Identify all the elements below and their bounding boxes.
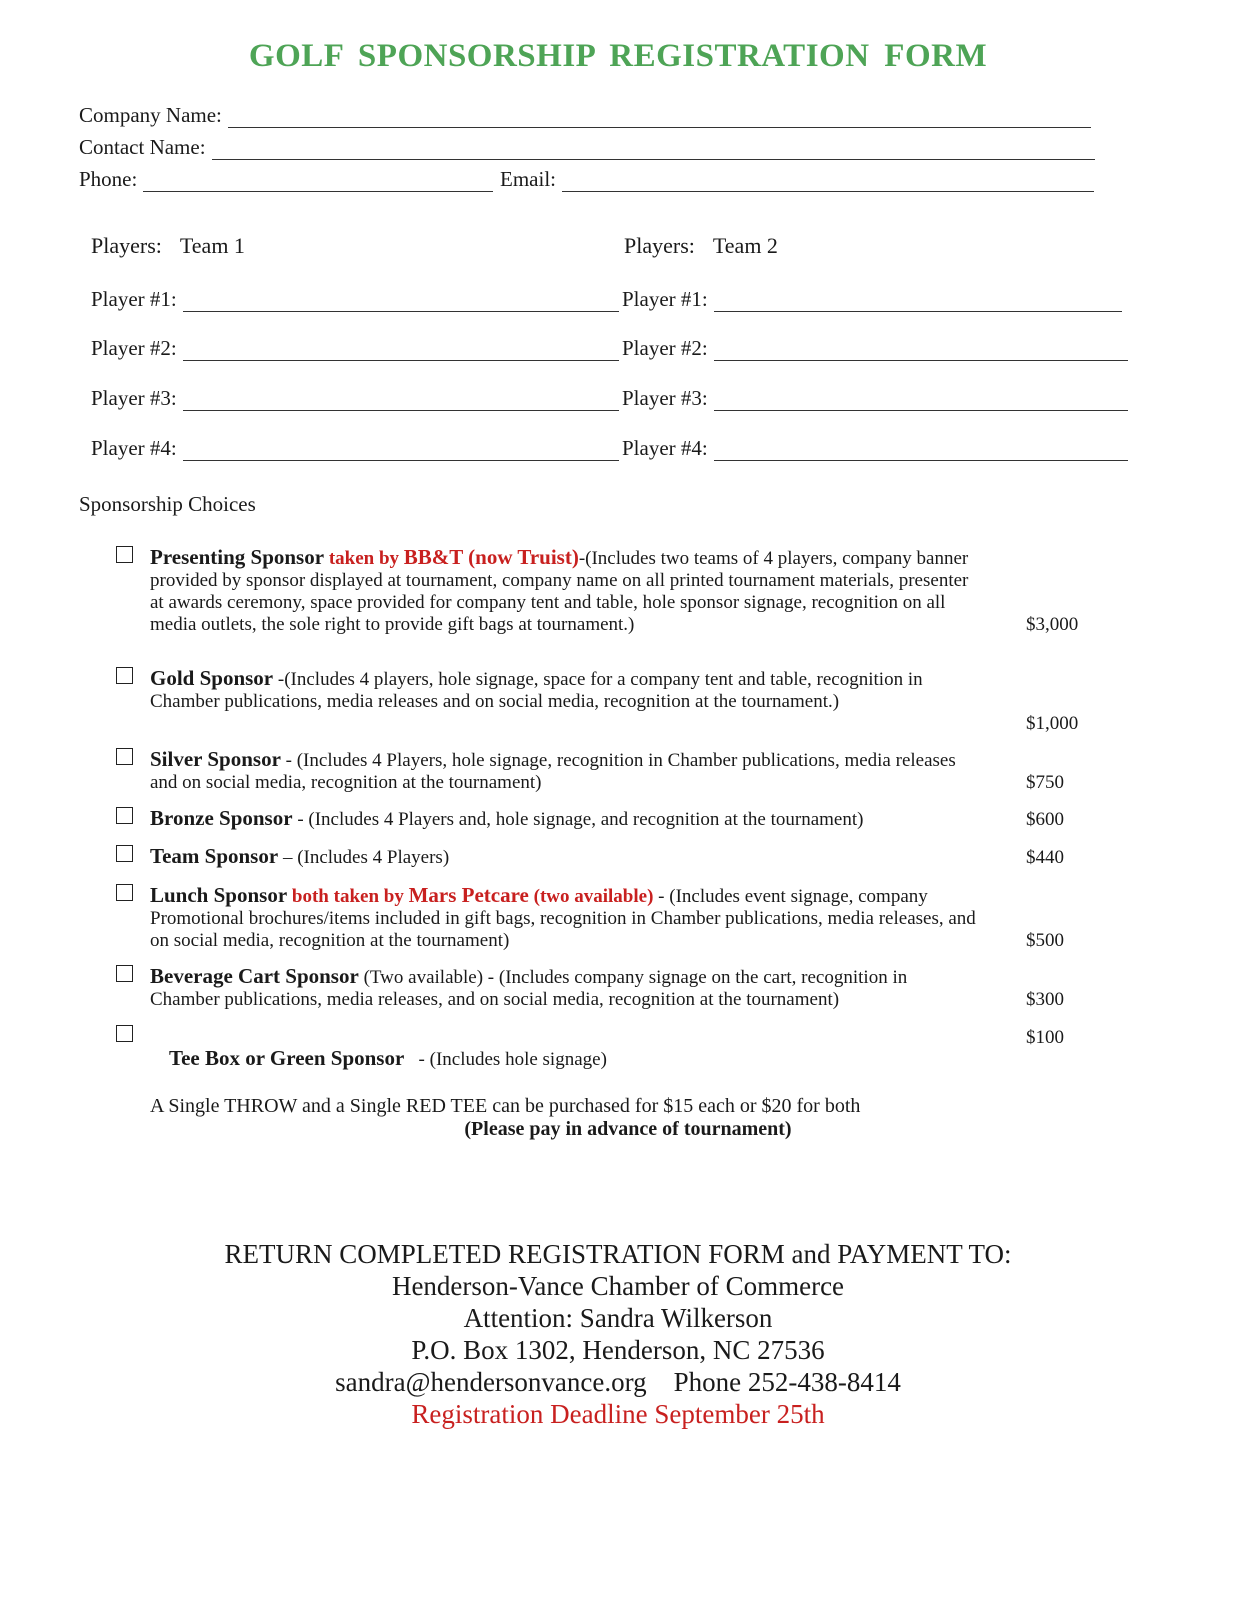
team2-player4-field[interactable] (714, 441, 1128, 461)
sponsor-price: $500 (1026, 930, 1064, 951)
sponsor-option-text (150, 1025, 980, 1093)
sponsor-option-text (150, 965, 980, 1011)
team1-heading (91, 233, 245, 259)
team1-player-label: Player #3: (91, 386, 177, 410)
registration-deadline: Registration Deadline September 25th (411, 1399, 825, 1429)
team1-player2-field[interactable] (183, 341, 619, 361)
team2-player3-field[interactable] (714, 391, 1128, 411)
email-field[interactable] (562, 172, 1094, 192)
sponsor-option-silver (116, 748, 1116, 796)
sponsor-option-text (150, 807, 980, 831)
phone-row (79, 162, 493, 192)
contact-name-field[interactable] (212, 140, 1095, 160)
sponsor-option-text (150, 845, 980, 869)
phone-field[interactable] (143, 172, 493, 192)
tee-box-sponsor-checkbox[interactable] (116, 1025, 133, 1042)
silver-sponsor-checkbox[interactable] (116, 748, 133, 765)
bronze-sponsor-checkbox[interactable] (116, 807, 133, 824)
gold-sponsor-checkbox[interactable] (116, 667, 133, 684)
contact-name-label: Contact Name: (79, 135, 206, 159)
sponsor-desc: -(Includes two teams of 4 players, company banner provided by sponsor displayed at tournament, company name on all printed tournament materials, presenter at awards ceremony, space provided for company tent and table, hole sponsor signage, recognition on all media outlets, the sole right to provide gift bags at tournament.) (150, 548, 969, 635)
sponsor-option-gold (116, 667, 1116, 737)
team2-players-label: Players: (624, 233, 695, 258)
team1-player-row (91, 282, 619, 312)
sponsor-desc: -(Includes 4 players, hole signage, space for a company tent and table, recognition in Chamber publications, media releases and on social media, recognition at the tournament.) (150, 669, 923, 712)
team2-heading (624, 233, 778, 259)
team1-name: Team 1 (179, 233, 245, 258)
sponsor-option-presenting (116, 546, 1116, 636)
sponsor-price: $3,000 (1026, 614, 1079, 635)
sponsor-desc: - (Includes event signage, company Promotional brochures/items included in gift bags, recognition in Chamber publications, media releases, and on social media, recognition at the tournament) (150, 886, 976, 951)
team1-player1-field[interactable] (183, 292, 619, 312)
sponsor-desc: - (Includes 4 Players, hole signage, recognition in Chamber publications, media releases and on social media, recognition at the tournament) (150, 750, 956, 793)
sponsor-option-text (150, 884, 980, 952)
sponsor-desc: - (Includes 4 Players and, hole signage, and recognition at the tournament) (292, 809, 864, 830)
sponsorship-choices-heading: Sponsorship Choices (79, 492, 256, 516)
beverage-cart-sponsor-checkbox[interactable] (116, 965, 133, 982)
team2-player-row (622, 431, 1128, 461)
sponsor-name: Silver Sponsor (150, 747, 281, 771)
team2-name: Team 2 (712, 233, 778, 258)
presenting-sponsor-checkbox[interactable] (116, 546, 133, 563)
sponsor-price: $750 (1026, 772, 1064, 793)
team2-player-label: Player #1: (622, 287, 708, 311)
email-label: Email: (500, 167, 556, 191)
taken-by-name: BB&T (now Truist) (403, 545, 579, 569)
team2-player2-field[interactable] (714, 341, 1128, 361)
team1-player-label: Player #4: (91, 436, 177, 460)
sponsor-name: Team Sponsor (150, 844, 279, 868)
sponsor-name: Presenting Sponsor (150, 545, 325, 569)
form-title: GOLF SPONSORSHIP REGISTRATION FORM (248, 38, 988, 74)
team2-player-label: Player #4: (622, 436, 708, 460)
sponsor-name: Bronze Sponsor (150, 806, 293, 830)
team2-player-label: Player #2: (622, 336, 708, 360)
sponsor-name: Tee Box or Green Sponsor (169, 1046, 405, 1070)
company-name-field[interactable] (228, 108, 1091, 128)
team1-player-label: Player #1: (91, 287, 177, 311)
sponsor-name: Gold Sponsor (150, 666, 274, 690)
company-name-label: Company Name: (79, 103, 222, 127)
sponsor-option-text (150, 546, 980, 636)
return-heading: RETURN COMPLETED REGISTRATION FORM and PAYMENT TO: (224, 1239, 1012, 1269)
team2-player-row (622, 282, 1122, 312)
team1-player4-field[interactable] (183, 441, 619, 461)
phone-label: Phone: (79, 167, 138, 191)
sponsor-price: $1,000 (1026, 713, 1079, 734)
team1-players-label: Players: (91, 233, 162, 258)
team1-player3-field[interactable] (183, 391, 619, 411)
team2-player1-field[interactable] (714, 292, 1122, 312)
team1-player-row (91, 431, 619, 461)
team1-player-label: Player #2: (91, 336, 177, 360)
team2-player-label: Player #3: (622, 386, 708, 410)
taken-note: both taken by (291, 886, 409, 907)
return-email-phone: sandra@hendersonvance.org Phone 252-438-8414 (335, 1367, 901, 1397)
availability-note: (two available) (528, 886, 654, 907)
add-on-note: A Single THROW and a Single RED TEE can be purchased for $15 each or $20 for both (150, 1095, 861, 1117)
team1-player-row (91, 331, 619, 361)
sponsor-name: Beverage Cart Sponsor (150, 964, 359, 988)
return-attention: Attention: Sandra Wilkerson (463, 1303, 773, 1333)
sponsor-option-team (116, 845, 1116, 871)
taken-note: taken by (328, 548, 404, 569)
lunch-sponsor-checkbox[interactable] (116, 884, 133, 901)
sponsor-option-text (150, 667, 980, 713)
team1-player-row (91, 381, 619, 411)
sponsor-desc: - (Includes hole signage) (404, 1049, 607, 1070)
sponsor-desc: – (Includes 4 Players) (278, 847, 450, 868)
taken-by-name: Mars Petcare (408, 883, 529, 907)
return-org: Henderson-Vance Chamber of Commerce (391, 1271, 845, 1301)
team-sponsor-checkbox[interactable] (116, 845, 133, 862)
sponsor-option-beverage-cart (116, 965, 1116, 1013)
email-row (500, 162, 1094, 192)
sponsor-name: Lunch Sponsor (150, 883, 288, 907)
pay-in-advance-note: (Please pay in advance of tournament) (464, 1118, 792, 1140)
sponsor-option-text (150, 748, 980, 794)
team2-player-row (622, 381, 1128, 411)
company-name-row (79, 98, 1091, 128)
team2-player-row (622, 331, 1128, 361)
sponsor-option-lunch (116, 884, 1116, 954)
sponsor-option-bronze (116, 807, 1116, 833)
sponsor-option-tee-box (116, 1025, 1116, 1070)
sponsor-price: $440 (1026, 847, 1064, 868)
sponsor-price: $600 (1026, 809, 1064, 830)
return-address: P.O. Box 1302, Henderson, NC 27536 (411, 1335, 825, 1365)
contact-name-row (79, 130, 1095, 160)
sponsor-price: $300 (1026, 989, 1064, 1010)
sponsor-price: $100 (1026, 1027, 1064, 1048)
sponsor-desc: (Two available) - (Includes company signage on the cart, recognition in Chamber publications, media releases, and on social media, recognition at the tournament) (150, 967, 908, 1010)
